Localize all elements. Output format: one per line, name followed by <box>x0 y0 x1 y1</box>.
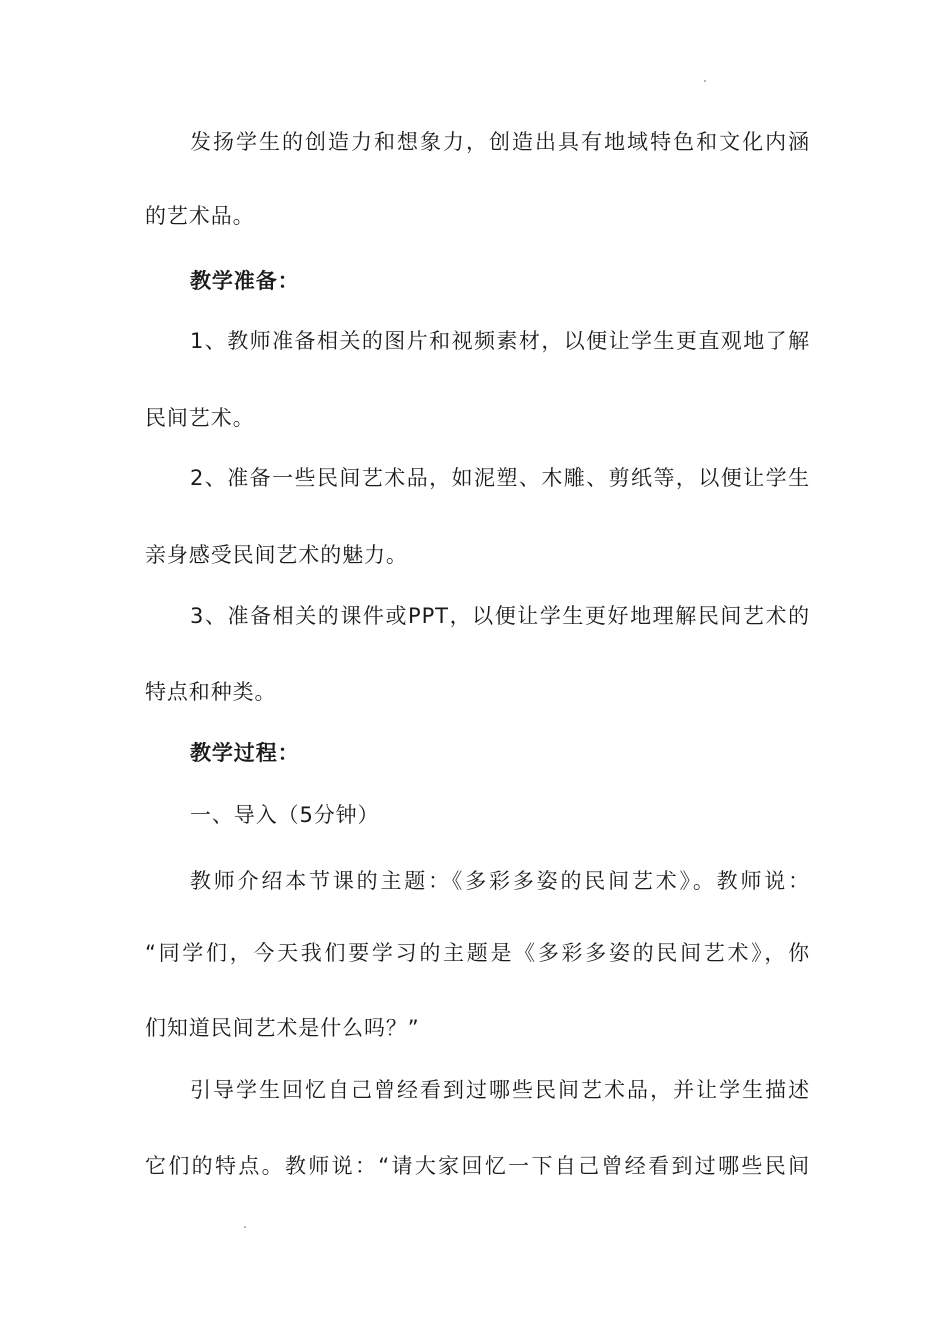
subsection-heading-intro: 一、导入（5分钟） <box>190 803 380 827</box>
section-heading-process: 教学过程： <box>190 741 300 765</box>
prep-item-1-line-1: 1、教师准备相关的图片和视频素材，以便让学生更直观地了解 <box>190 329 810 353</box>
scan-dot-top <box>704 80 706 82</box>
intro-paragraph-line-2: “同学们，今天我们要学习的主题是《多彩多姿的民间艺术》，你 <box>145 941 810 965</box>
guide-paragraph-line-2: 它们的特点。教师说：“请大家回忆一下自己曾经看到过哪些民间 <box>145 1154 810 1178</box>
prep-item-3-line-2: 特点和种类。 <box>145 680 277 704</box>
paragraph-line-1: 发扬学生的创造力和想象力，创造出具有地域特色和文化内涵 <box>190 130 810 154</box>
intro-paragraph-line-1: 教师介绍本节课的主题：《多彩多姿的民间艺术》。教师说： <box>190 869 810 893</box>
prep-item-2-line-2: 亲身感受民间艺术的魅力。 <box>145 543 408 567</box>
paragraph-line-2: 的艺术品。 <box>145 204 255 228</box>
intro-paragraph-line-3: 们知道民间艺术是什么吗？” <box>145 1016 420 1040</box>
prep-item-2-line-1: 2、准备一些民间艺术品，如泥塑、木雕、剪纸等，以便让学生 <box>190 466 810 490</box>
prep-item-1-line-2: 民间艺术。 <box>145 406 255 430</box>
section-heading-preparation: 教学准备： <box>190 269 300 293</box>
prep-item-3-line-1: 3、准备相关的课件或PPT，以便让学生更好地理解民间艺术的 <box>190 604 810 628</box>
guide-paragraph-line-1: 引导学生回忆自己曾经看到过哪些民间艺术品，并让学生描述 <box>190 1078 810 1102</box>
scan-dot-bottom <box>244 1226 246 1228</box>
